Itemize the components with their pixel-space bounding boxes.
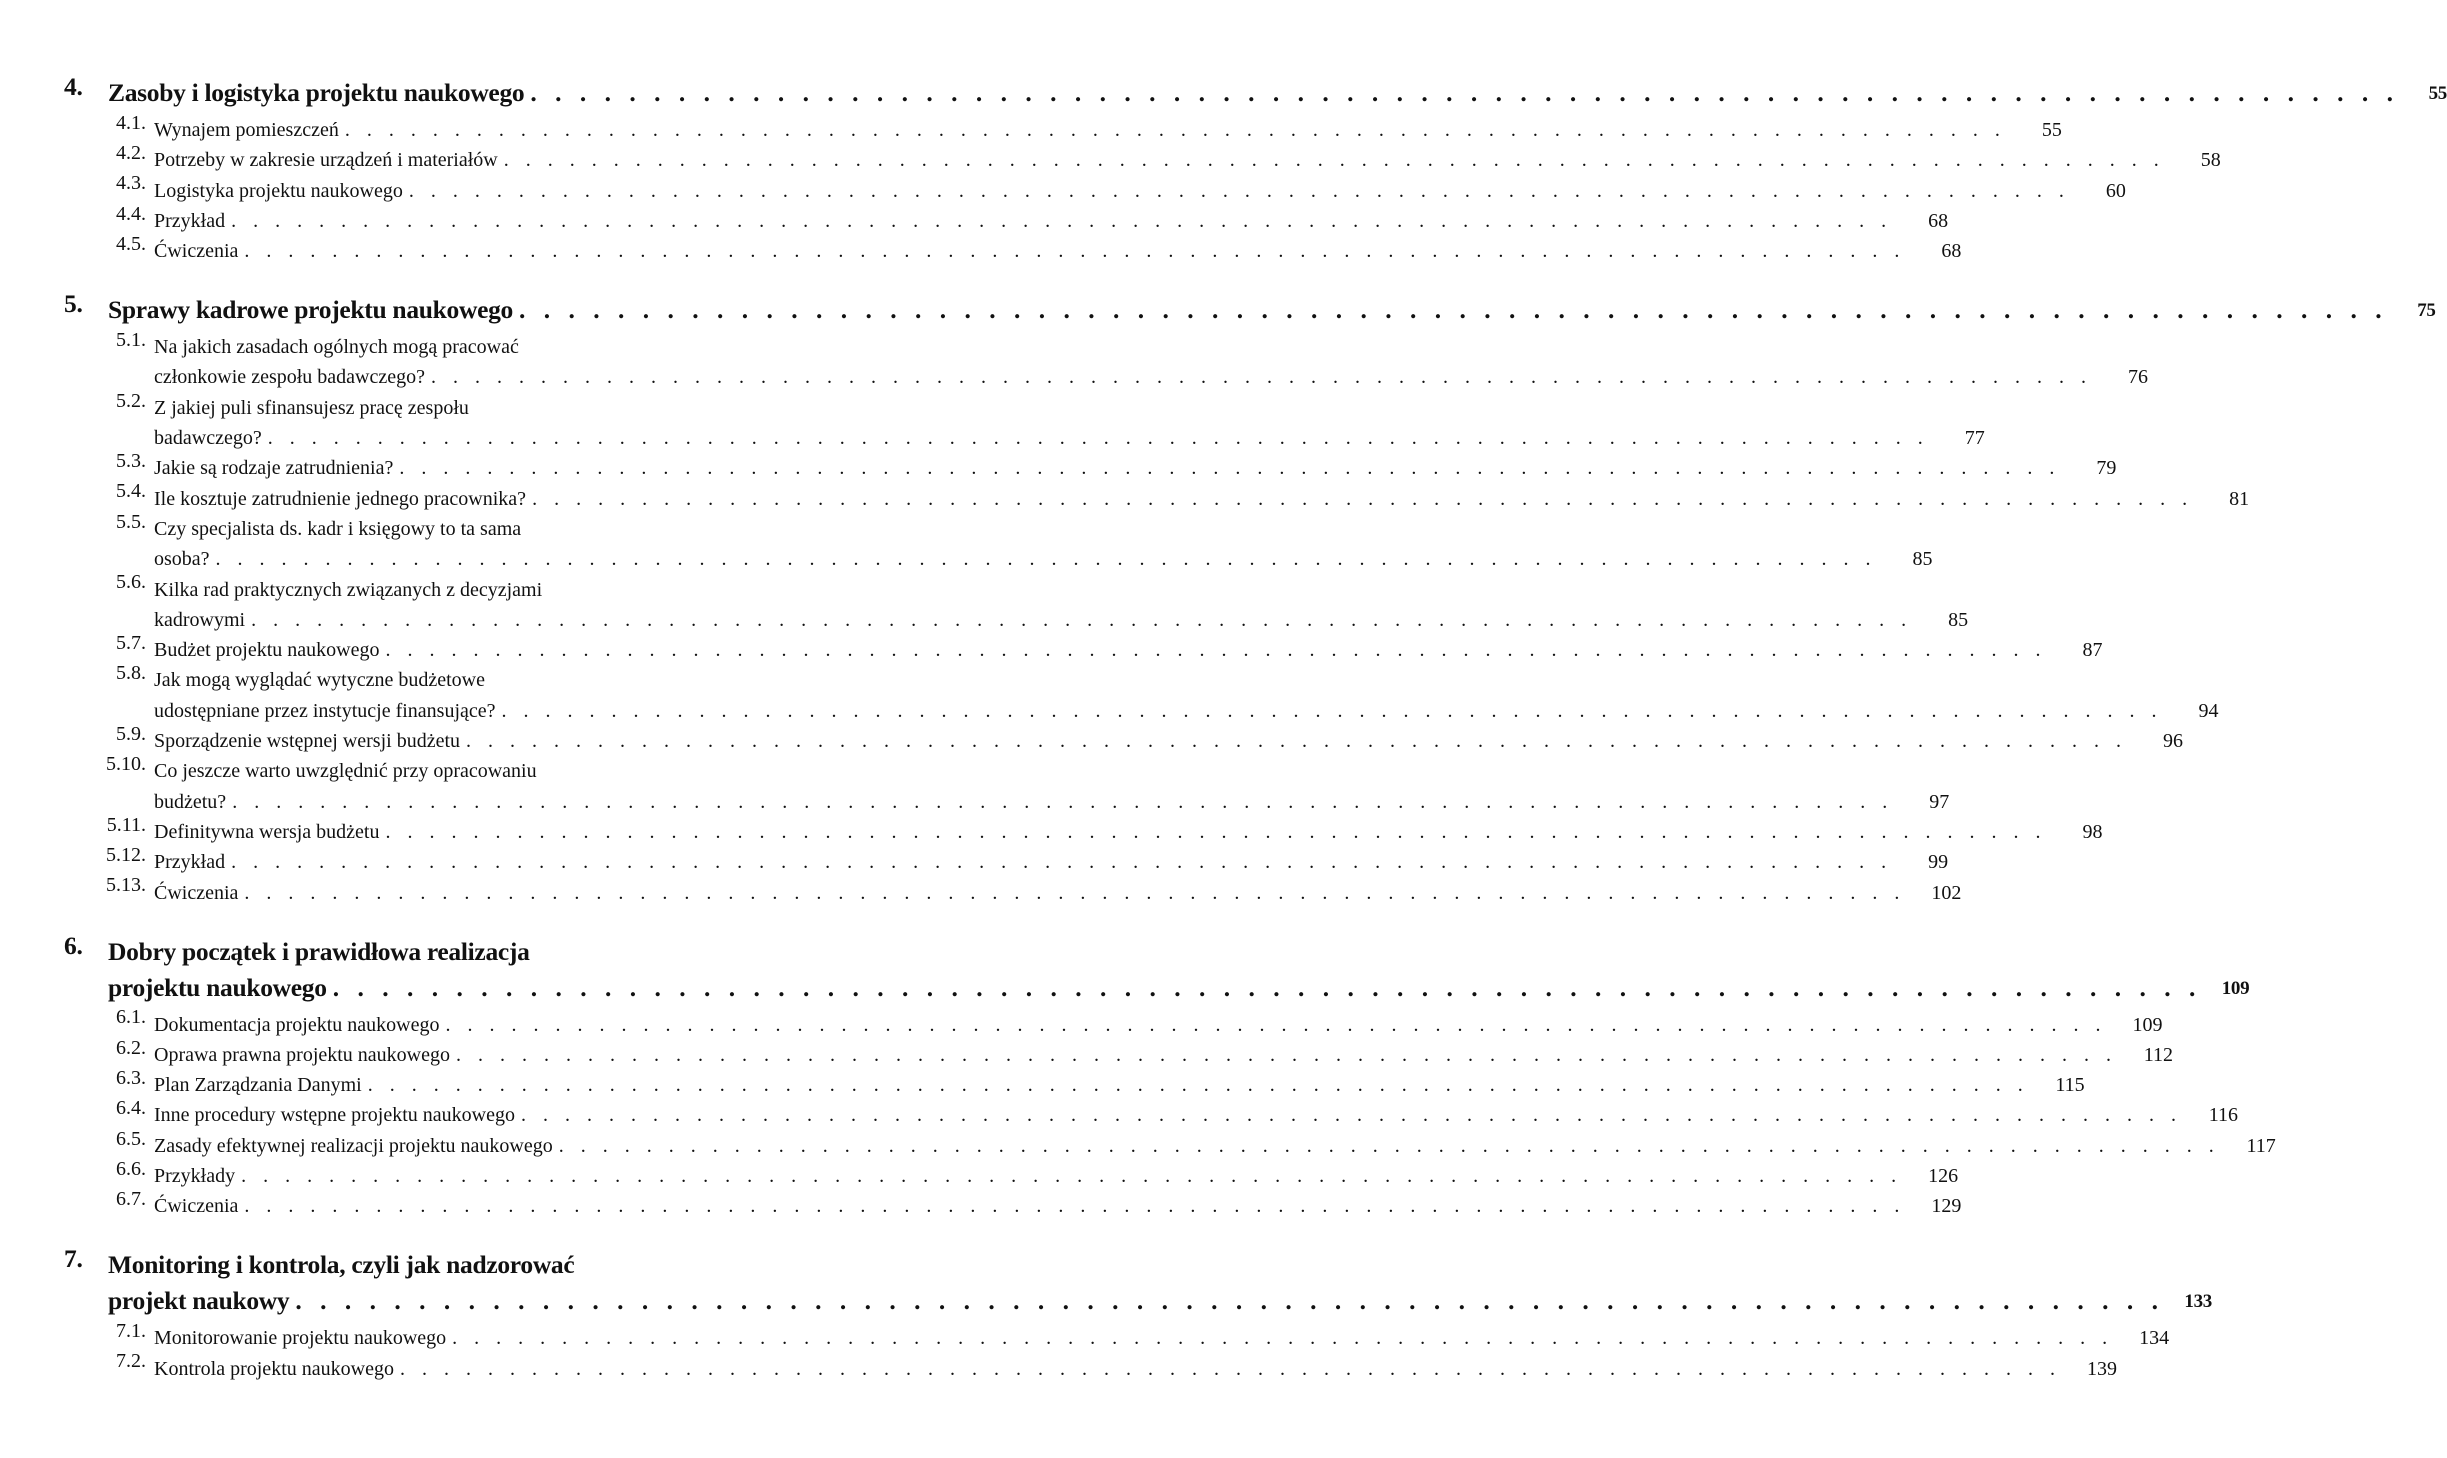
section-entry <box>100 202 1949 233</box>
section-title: Czy specjalista ds. kadr i księgowy to ta sama <box>154 517 522 540</box>
dot-leader <box>532 488 2193 511</box>
dot-leader <box>559 1135 2220 1158</box>
page-number: 134 <box>2139 1327 2170 1350</box>
page-number: 75 <box>2417 300 2436 322</box>
section-entry <box>100 874 1962 904</box>
dot-leader <box>386 639 2047 662</box>
section-entry <box>100 662 2219 723</box>
section-title: Wynajem pomieszczeń <box>154 118 339 141</box>
dot-leader <box>504 149 2165 172</box>
page-number: 77 <box>1964 427 1985 450</box>
section-entry <box>100 571 1969 632</box>
section-entry <box>100 510 1933 572</box>
chapter-title: projektu naukowego <box>108 972 327 1002</box>
chapter-title: projekt naukowy <box>108 1286 290 1316</box>
section-number: 5.12. <box>106 844 146 866</box>
section-title: Ćwiczenia <box>154 881 239 904</box>
section-title: Przykłady <box>154 1165 236 1188</box>
dot-leader <box>400 1358 2061 1381</box>
section-entry <box>100 813 2103 844</box>
dot-leader <box>244 882 1905 905</box>
dot-leader <box>431 366 2092 389</box>
dot-leader <box>521 1104 2182 1127</box>
chapter-number: 7. <box>64 1244 83 1274</box>
section-title: Ile kosztuje zatrudnienie jednego pracownika? <box>154 487 527 510</box>
dot-leader <box>452 1327 2113 1350</box>
section-title: osoba? <box>154 548 210 571</box>
section-entry <box>100 844 1949 874</box>
section-title: Jakie są rodzaje zatrudnienia? <box>154 457 394 480</box>
section-number: 4.5. <box>116 232 146 255</box>
section-entry <box>100 722 2184 753</box>
chapter-entry <box>64 1244 2212 1316</box>
section-title: Ćwiczenia <box>154 240 239 263</box>
chapter-title: Dobry początek i prawidłowa realizacja <box>108 936 530 966</box>
section-entry <box>100 480 2250 510</box>
section-title: Definitywna wersja budżetu <box>154 820 380 843</box>
dot-leader <box>345 119 2006 142</box>
page-number: 94 <box>2198 699 2219 722</box>
section-number: 6.2. <box>116 1036 146 1059</box>
page-number: 109 <box>2221 977 2250 999</box>
section-entry <box>100 753 1950 814</box>
dot-leader <box>456 1044 2117 1067</box>
section-number: 5.2. <box>116 389 146 412</box>
page-number: 68 <box>1941 240 1962 263</box>
section-title: Co jeszcze warto uwzględnić przy opracowaniu <box>154 760 537 783</box>
chapter-title: Sprawy kadrowe projektu naukowego <box>108 295 514 325</box>
page-number: 112 <box>2143 1043 2174 1066</box>
page-number: 60 <box>2105 179 2126 202</box>
dot-leader <box>519 295 2388 325</box>
section-title: Na jakich zasadach ogólnych mogą pracować <box>154 336 519 359</box>
dot-leader <box>231 851 1892 874</box>
section-title: Przykład <box>154 851 226 874</box>
section-entry <box>100 328 2148 390</box>
page-number: 139 <box>2086 1357 2117 1380</box>
section-number: 5.10. <box>106 753 146 776</box>
section-number: 5.3. <box>116 450 146 473</box>
section-entry <box>100 172 2126 202</box>
section-number: 4.1. <box>116 111 146 134</box>
section-entry <box>100 232 1962 263</box>
page-number: 117 <box>2246 1134 2276 1157</box>
page-number: 109 <box>2132 1013 2163 1036</box>
section-title: członkowie zespołu badawczego? <box>154 366 425 389</box>
page-number: 55 <box>2428 83 2447 104</box>
dot-leader <box>251 609 1912 632</box>
section-entry <box>100 1350 2117 1380</box>
section-number: 6.3. <box>116 1066 146 1089</box>
section-entry <box>100 142 2221 172</box>
section-number: 4.4. <box>116 202 146 225</box>
page-number: 129 <box>1931 1195 1962 1218</box>
dot-leader <box>368 1074 2029 1097</box>
section-title: Jak mogą wyglądać wytyczne budżetowe <box>154 669 485 692</box>
page-number: 97 <box>1929 790 1950 813</box>
dot-leader <box>268 427 1929 450</box>
section-number: 6.4. <box>116 1097 146 1120</box>
section-entry <box>100 1006 2163 1036</box>
chapter-number: 5. <box>64 289 83 319</box>
section-title: Dokumentacja projektu naukowego <box>154 1013 440 1036</box>
section-number: 5.9. <box>116 722 146 745</box>
section-title: Logistyka projektu naukowego <box>154 179 403 202</box>
section-entry <box>100 1066 2085 1097</box>
section-title: Budżet projektu naukowego <box>154 639 380 662</box>
dot-leader <box>385 821 2046 844</box>
dot-leader <box>399 457 2060 480</box>
dot-leader <box>409 180 2070 203</box>
section-title: Z jakiej puli sfinansujesz pracę zespołu <box>154 396 469 419</box>
page-number: 102 <box>1931 881 1962 904</box>
section-number: 5.13. <box>106 874 146 897</box>
section-entry <box>100 450 2117 480</box>
section-number: 4.3. <box>116 172 146 195</box>
section-entry <box>100 1097 2238 1127</box>
section-title: Ćwiczenia <box>154 1195 239 1218</box>
chapter-number: 4. <box>64 72 83 101</box>
section-number: 7.2. <box>116 1350 146 1373</box>
chapter-entry <box>64 72 2447 108</box>
section-entry <box>100 111 2062 142</box>
section-number: 6.7. <box>116 1188 146 1211</box>
page-number: 99 <box>1928 851 1949 874</box>
section-entry <box>100 1320 2170 1350</box>
section-title: Kontrola projektu naukowego <box>154 1357 394 1380</box>
dot-leader <box>333 973 2202 1003</box>
section-number: 6.6. <box>116 1157 146 1180</box>
dot-leader <box>244 240 1905 263</box>
page-number: 87 <box>2082 639 2103 662</box>
section-number: 4.2. <box>116 142 146 164</box>
dot-leader <box>466 730 2127 753</box>
section-number: 5.6. <box>116 571 146 594</box>
section-title: badawczego? <box>154 427 262 450</box>
section-number: 5.5. <box>116 510 146 533</box>
section-title: Zasady efektywnej realizacji projektu naukowego <box>154 1134 553 1157</box>
page-number: 85 <box>1912 548 1933 571</box>
section-entry <box>100 631 2103 662</box>
section-title: udostępniane przez instytucje finansujące? <box>154 699 496 722</box>
page-number: 133 <box>2184 1291 2212 1313</box>
section-title: Plan Zarządzania Danymi <box>154 1074 362 1097</box>
chapter-number: 6. <box>64 930 83 960</box>
section-number: 7.1. <box>116 1320 146 1343</box>
dot-leader <box>502 700 2163 723</box>
chapter-entry <box>64 930 2250 1003</box>
section-number: 5.8. <box>116 662 146 685</box>
page-number: 115 <box>2055 1074 2085 1097</box>
chapter-title: Monitoring i kontrola, czyli jak nadzorować <box>108 1250 575 1280</box>
section-title: Monitorowanie projektu naukowego <box>154 1327 447 1350</box>
page-number: 85 <box>1948 608 1969 631</box>
dot-leader <box>241 1165 1902 1188</box>
chapter-title: Zasoby i logistyka projektu naukowego <box>108 78 525 107</box>
dot-leader <box>216 548 1877 571</box>
dot-leader <box>244 1195 1905 1218</box>
section-entry <box>100 1127 2276 1158</box>
section-entry <box>100 1157 1959 1188</box>
section-number: 5.7. <box>116 631 146 654</box>
section-number: 5.4. <box>116 480 146 503</box>
page-number: 116 <box>2208 1104 2238 1127</box>
dot-leader <box>295 1286 2164 1316</box>
section-title: kadrowymi <box>154 608 246 631</box>
page-number: 98 <box>2082 820 2103 843</box>
page-number: 58 <box>2200 149 2221 172</box>
chapter-entry <box>64 289 2436 325</box>
section-number: 5.11. <box>106 813 146 836</box>
section-title: Oprawa prawna projektu naukowego <box>154 1043 451 1066</box>
page-number: 76 <box>2128 366 2148 389</box>
page-number: 126 <box>1928 1165 1959 1188</box>
page-number: 96 <box>2163 730 2184 753</box>
section-title: Potrzeby w zakresie urządzeń i materiałów <box>154 149 498 172</box>
section-number: 6.5. <box>116 1127 146 1150</box>
section-entry <box>100 1188 1962 1218</box>
dot-leader <box>232 791 1893 814</box>
section-number: 6.1. <box>116 1006 146 1029</box>
section-entry <box>100 389 1985 451</box>
section-entry <box>100 1036 2174 1067</box>
section-title: Przykład <box>154 209 226 232</box>
section-title: Inne procedury wstępne projektu naukowego <box>154 1104 515 1127</box>
page-number: 79 <box>2096 457 2117 480</box>
page-number: 55 <box>2041 118 2062 141</box>
section-number: 5.1. <box>116 328 146 351</box>
dot-leader <box>231 210 1892 233</box>
dot-leader <box>445 1014 2106 1037</box>
page-number: 81 <box>2229 487 2250 510</box>
section-title: budżetu? <box>154 790 227 813</box>
dot-leader <box>530 78 2399 108</box>
page-number: 68 <box>1928 209 1949 232</box>
section-title: Kilka rad praktycznych związanych z decyzjami <box>154 578 543 601</box>
section-title: Sporządzenie wstępnej wersji budżetu <box>154 730 461 753</box>
